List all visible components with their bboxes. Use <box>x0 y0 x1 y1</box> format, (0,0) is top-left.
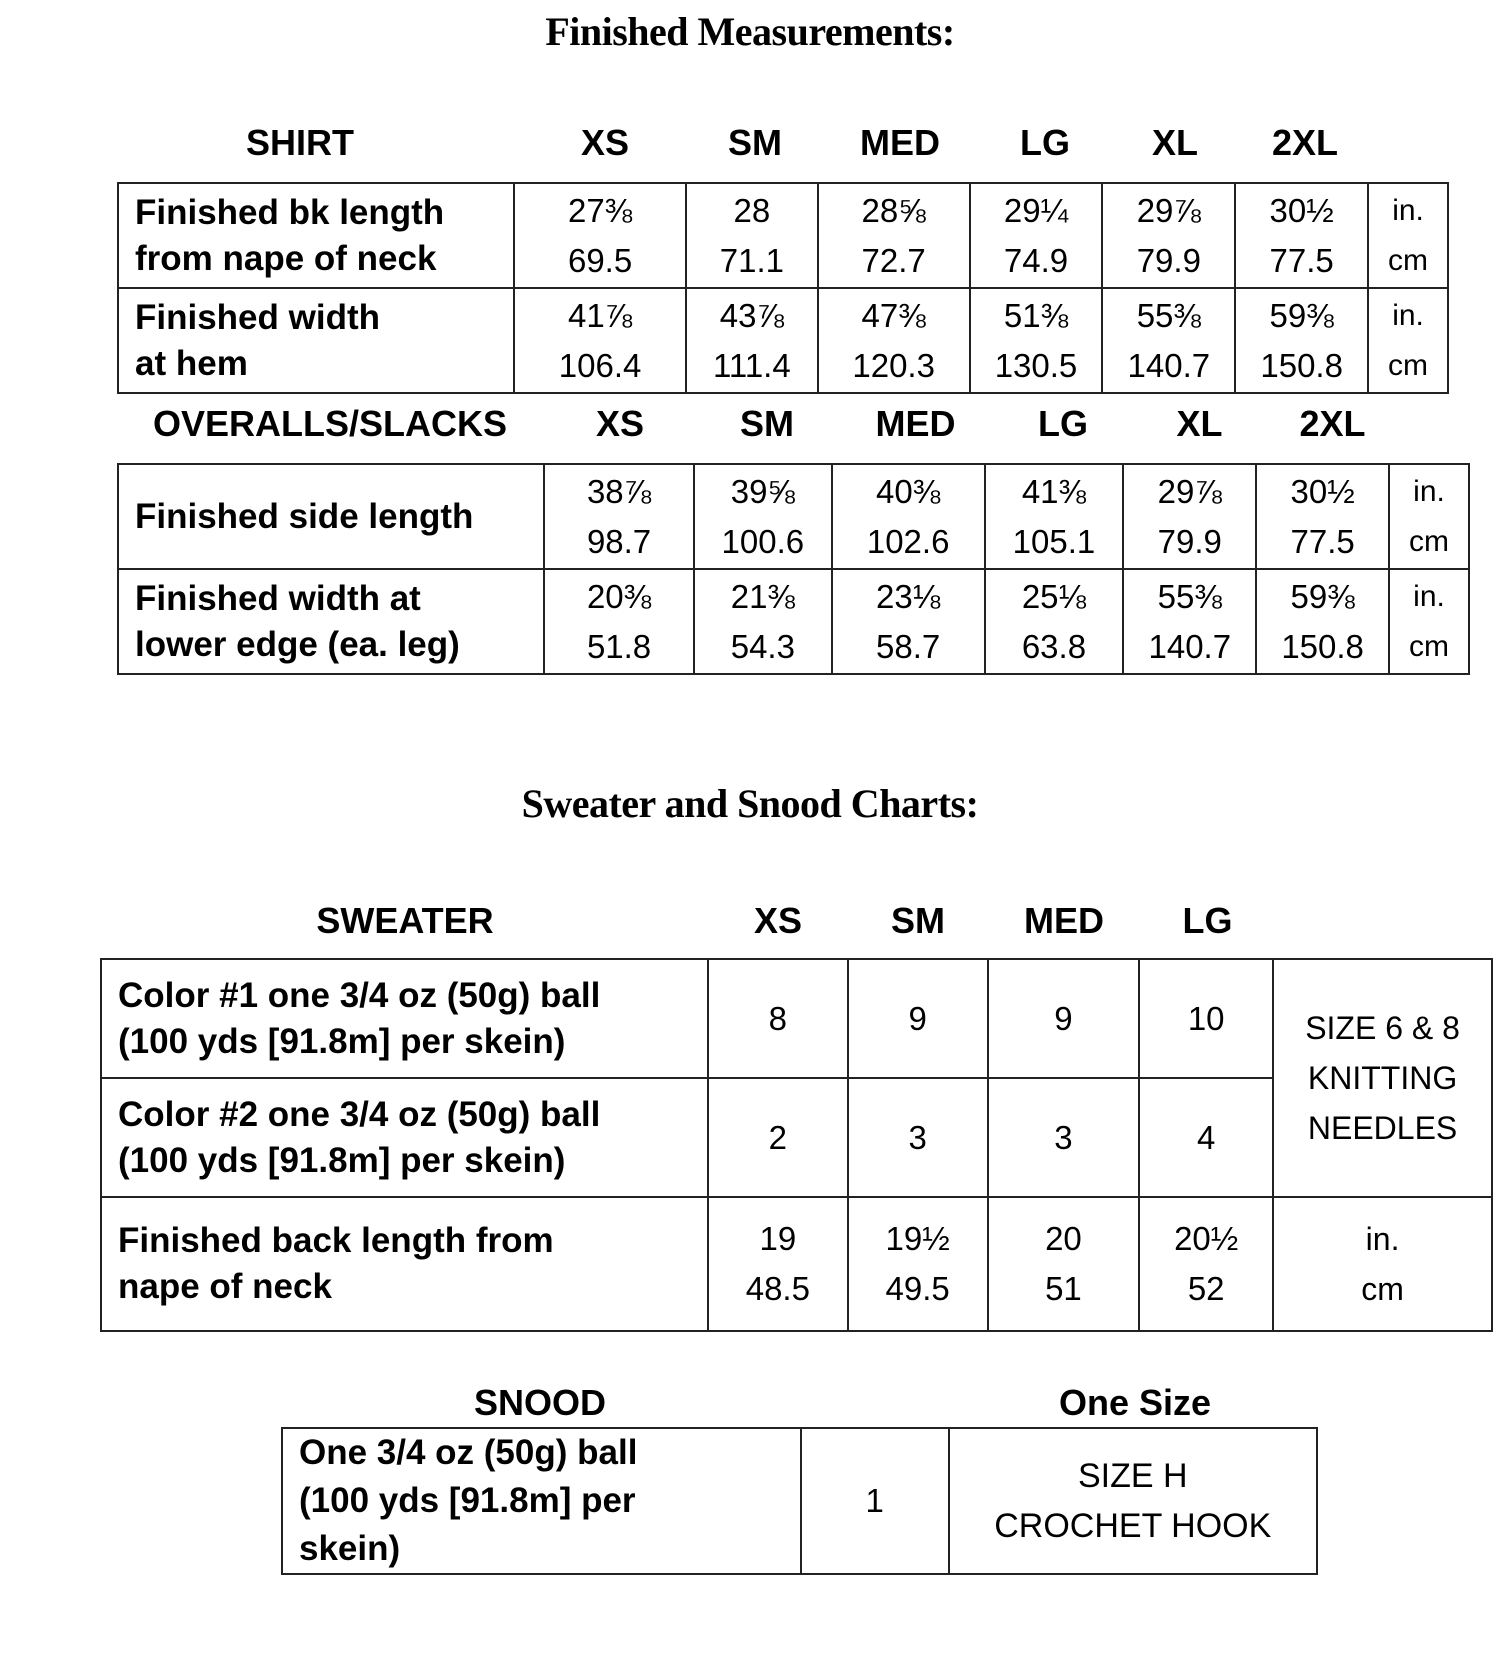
table-row <box>118 569 1469 674</box>
cell: 43⅞ 111.4 <box>686 288 818 393</box>
sweater-size-xs: XS <box>753 900 803 941</box>
overalls-table <box>117 463 1470 675</box>
cell: 39⅝ 100.6 <box>694 464 832 569</box>
cell: 51⅜ 130.5 <box>970 288 1103 393</box>
cell: 59⅜ 150.8 <box>1256 569 1389 674</box>
cell: 8 <box>708 959 848 1078</box>
cell: 30½ 77.5 <box>1256 464 1389 569</box>
sweater-size-sm: SM <box>891 900 945 941</box>
row-label: Finished side length <box>118 464 544 569</box>
cell: 2 <box>708 1078 848 1197</box>
row-label: Finished back length from nape of neck <box>101 1197 708 1331</box>
cell: 28⅝ 72.7 <box>818 183 970 288</box>
shirt-size-xl: XL <box>1151 122 1198 163</box>
sweater-snood-title: Sweater and Snood Charts: <box>521 781 979 826</box>
sweater-size-med: MED <box>1024 900 1104 941</box>
finished-measurements-title: Finished Measurements: <box>545 9 955 54</box>
row-label: Finished bk length from nape of neck <box>118 183 514 288</box>
cell: 20⅜ 51.8 <box>544 569 694 674</box>
sweater-size-lg: LG <box>1182 900 1233 941</box>
row-label: Finished width at lower edge (ea. leg) <box>118 569 544 674</box>
table-row <box>101 959 1492 1078</box>
cell: 23⅛ 58.7 <box>832 569 985 674</box>
cell: 3 <box>988 1078 1140 1197</box>
cell: 29⅞ 79.9 <box>1102 183 1235 288</box>
cell: 30½ 77.5 <box>1235 183 1368 288</box>
unit-cell: in. cm <box>1368 288 1448 393</box>
cell: 1 <box>801 1428 949 1574</box>
shirt-table <box>117 182 1449 394</box>
table-row <box>282 1428 1317 1574</box>
cell: 47⅜ 120.3 <box>818 288 970 393</box>
table-row <box>118 464 1469 569</box>
sweater-header: SWEATER <box>316 900 494 941</box>
row-label: Color #1 one 3/4 oz (50g) ball (100 yds [91.8m] per skein) <box>101 959 708 1078</box>
cell: 4 <box>1139 1078 1273 1197</box>
cell: 19 48.5 <box>708 1197 848 1331</box>
row-label: Color #2 one 3/4 oz (50g) ball (100 yds [91.8m] per skein) <box>101 1078 708 1197</box>
overalls-header: OVERALLS/SLACKS <box>152 403 508 444</box>
needles-cell: SIZE 6 & 8 KNITTING NEEDLES <box>1273 959 1492 1197</box>
cell: 20 51 <box>988 1197 1140 1331</box>
snood-header: SNOOD <box>473 1382 606 1423</box>
overalls-size-lg: LG <box>1038 403 1088 444</box>
overalls-size-sm: SM <box>740 403 794 444</box>
cell: 9 <box>848 959 988 1078</box>
cell: 55⅜ 140.7 <box>1102 288 1235 393</box>
cell: 9 <box>988 959 1140 1078</box>
cell: 59⅜ 150.8 <box>1235 288 1368 393</box>
unit-cell: in. cm <box>1389 569 1469 674</box>
unit-cell: in. cm <box>1368 183 1448 288</box>
table-row <box>118 183 1448 288</box>
cell: 3 <box>848 1078 988 1197</box>
cell: 41⅞ 106.4 <box>514 288 686 393</box>
cell: 41⅜ 105.1 <box>985 464 1124 569</box>
shirt-size-xs: XS <box>580 122 630 163</box>
overalls-size-xs: XS <box>595 403 645 444</box>
shirt-size-sm: SM <box>728 122 782 163</box>
cell: 19½ 49.5 <box>848 1197 988 1331</box>
cell: 28 71.1 <box>686 183 818 288</box>
cell: 29¼ 74.9 <box>970 183 1103 288</box>
snood-table <box>281 1427 1318 1575</box>
sweater-table <box>100 958 1493 1332</box>
overalls-size-med: MED <box>875 403 956 444</box>
hook-cell: SIZE H CROCHET HOOK <box>949 1428 1317 1574</box>
overalls-size-xl: XL <box>1176 403 1223 444</box>
table-row <box>101 1197 1492 1331</box>
shirt-size-med: MED <box>860 122 940 163</box>
row-label: One 3/4 oz (50g) ball (100 yds [91.8m] per skein) <box>282 1428 801 1574</box>
cell: 21⅜ 54.3 <box>694 569 832 674</box>
cell: 10 <box>1139 959 1273 1078</box>
cell: 25⅛ 63.8 <box>985 569 1124 674</box>
cell: 27⅜ 69.5 <box>514 183 686 288</box>
cell: 40⅜ 102.6 <box>832 464 985 569</box>
cell: 20½ 52 <box>1139 1197 1273 1331</box>
unit-cell: in. cm <box>1389 464 1469 569</box>
cell: 29⅞ 79.9 <box>1123 464 1256 569</box>
shirt-size-lg: LG <box>1020 122 1070 163</box>
cell: 55⅜ 140.7 <box>1123 569 1256 674</box>
overalls-size-2xl: 2XL <box>1299 403 1366 444</box>
snood-size-header: One Size <box>1058 1382 1212 1423</box>
table-row <box>118 288 1448 393</box>
shirt-header: SHIRT <box>246 122 354 163</box>
row-label: Finished width at hem <box>118 288 514 393</box>
cell: 38⅞ 98.7 <box>544 464 694 569</box>
unit-cell: in. cm <box>1273 1197 1492 1331</box>
shirt-size-2xl: 2XL <box>1271 122 1339 163</box>
